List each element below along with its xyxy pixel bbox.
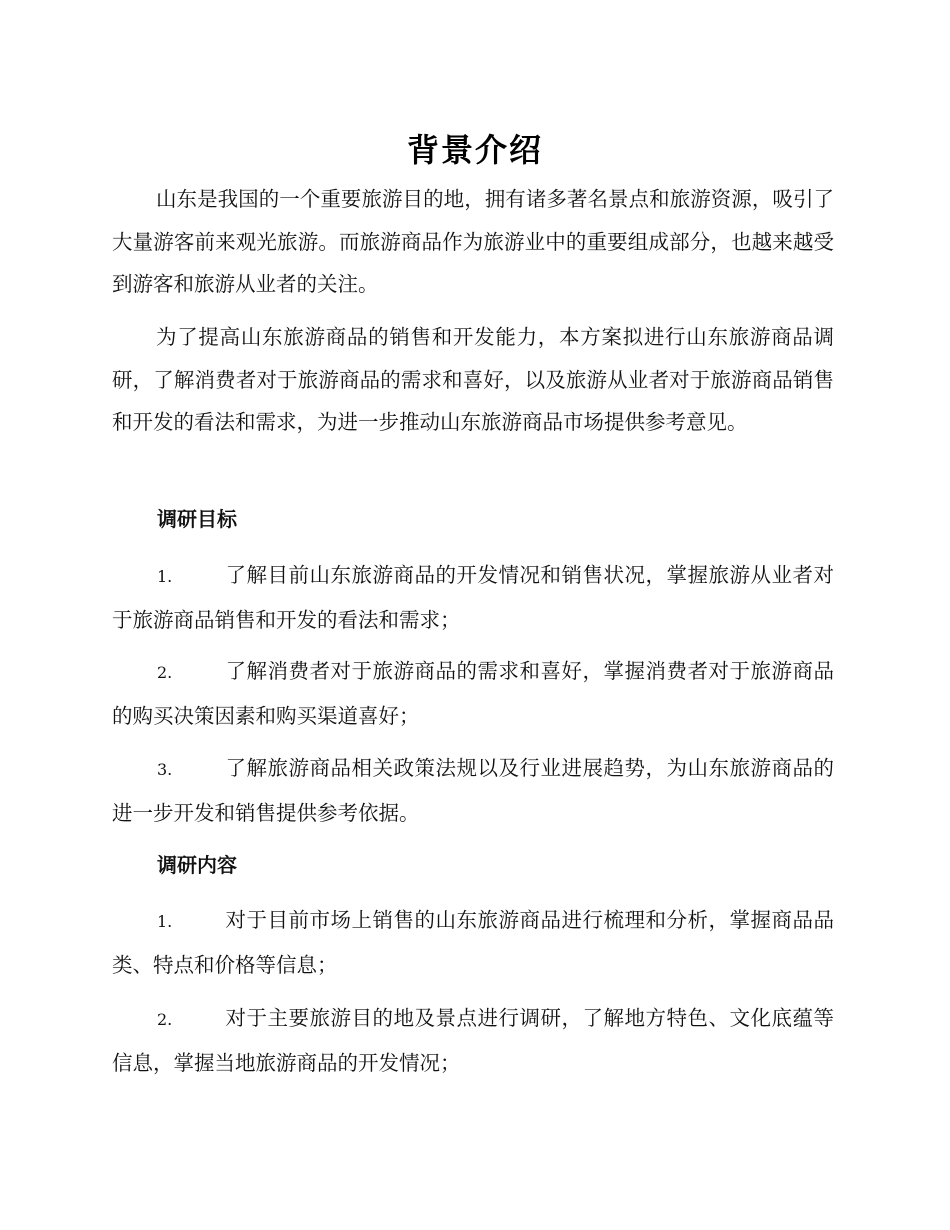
list-item-number: 1.: [157, 912, 173, 931]
list-item-number: 1.: [157, 567, 173, 586]
list-item-number: 2.: [157, 663, 173, 682]
list-item-number: 3.: [157, 760, 173, 779]
intro-paragraph: 为了提高山东旅游商品的销售和开发能力，本方案拟进行山东旅游商品调研，了解消费者对于旅游商品的需求和喜好，以及旅游从业者对于旅游商品销售和开发的看法和需求，为进一步推动山东旅游商品市场提供参考意见。: [112, 325, 834, 434]
list-item: [112, 747, 834, 834]
section-heading-research-content: 调研内容: [157, 853, 237, 877]
list-item: [112, 554, 834, 641]
list-item-text: 了解目前山东旅游商品的开发情况和销售状况，掌握旅游从业者对于旅游商品销售和开发的看法和需求；: [112, 563, 834, 632]
list-item-text: 了解旅游商品相关政策法规以及行业进展趋势，为山东旅游商品的进一步开发和销售提供参考依据。: [112, 756, 834, 825]
section-heading-research-goals: 调研目标: [157, 507, 237, 531]
list-item-text: 了解消费者对于旅游商品的需求和喜好，掌握消费者对于旅游商品的购买决策因素和购买渠道喜好；: [112, 659, 834, 728]
list-item-text: 对于主要旅游目的地及景点进行调研，了解地方特色、文化底蕴等信息，掌握当地旅游商品的开发情况；: [112, 1006, 834, 1075]
list-item: [112, 899, 834, 986]
page-title: 背景介绍: [406, 131, 543, 169]
list-item: [112, 650, 834, 737]
list-item: [112, 997, 834, 1084]
list-item-text: 对于目前市场上销售的山东旅游商品进行梳理和分析，掌握商品品类、特点和价格等信息；: [112, 908, 834, 977]
intro-paragraph: 山东是我国的一个重要旅游目的地，拥有诸多著名景点和旅游资源，吸引了大量游客前来观光旅游。而旅游商品作为旅游业中的重要组成部分，也越来越受到游客和旅游从业者的关注。: [112, 187, 834, 296]
list-item-number: 2.: [157, 1010, 173, 1029]
